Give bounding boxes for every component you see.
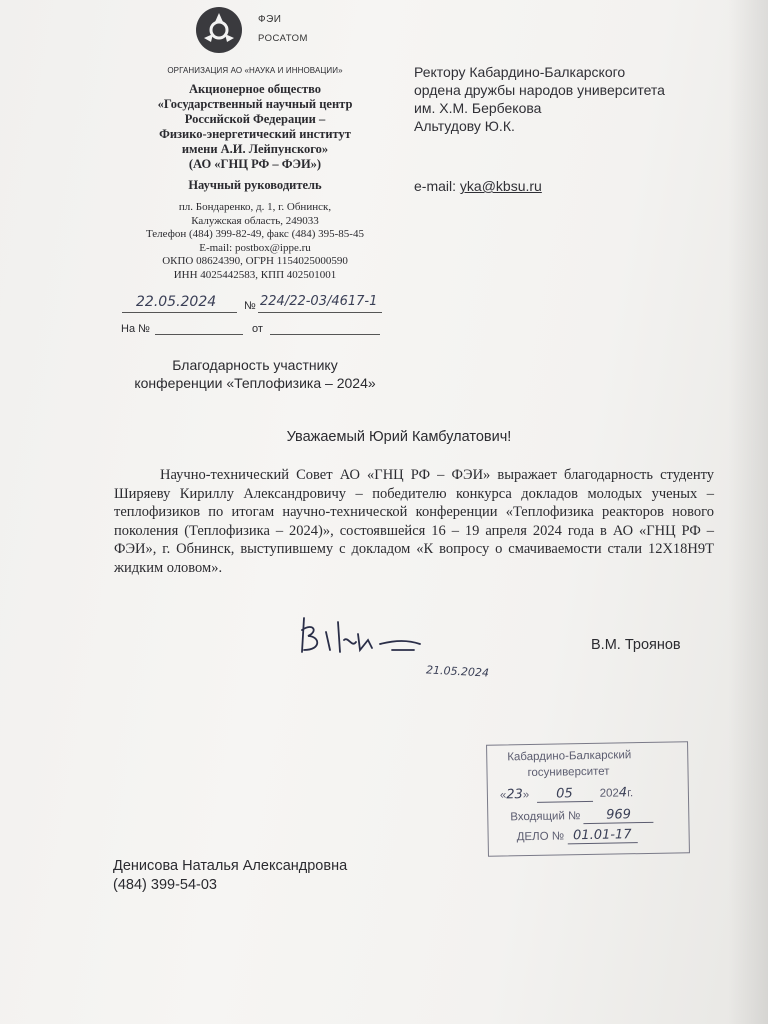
- recipient-line: им. Х.М. Бербекова: [414, 100, 542, 116]
- address-line: Телефон (484) 399-82-49, факс (484) 395-85-45: [146, 228, 364, 240]
- body-paragraph: Научно-технический Совет АО «ГНЦ РФ – ФЭИ» выражает благодарность студенту Ширяеву Кириллу Александровичу – победителю конкурса докладов молодых ученых – теплофизиков по итогам научно-технической конференции «Теплофизика реакторов нового поколения (Теплофизика – 2024)», состоявшейся 16 – 19 апреля 2024 года в АО «ГНЦ РФ – ФЭИ», г. Обнинск, выступившему с докладом «К вопросу о смачиваемости стали 12Х18Н9Т жидким оловом».: [114, 467, 714, 576]
- stamp-line: Кабардино-Балкарский: [507, 749, 632, 764]
- organization-name: [120, 82, 390, 172]
- org-line: «Государственный научный центр: [157, 97, 353, 111]
- reply-number-line: [155, 334, 243, 335]
- org-line: Российской Федерации –: [184, 112, 326, 126]
- contact-phone: (484) 399-54-03: [113, 877, 217, 893]
- page-shadow: [728, 0, 768, 1024]
- address-line: ИНН 4025442583, КПП 402501001: [173, 268, 337, 281]
- logo-text-rosatom: РОСАТОМ: [258, 33, 308, 44]
- stamp-incoming-row: [510, 807, 654, 825]
- stamp-date-row: «23» 05 2024г.: [499, 785, 634, 803]
- org-line: (АО «ГНЦ РФ – ФЭИ»): [188, 157, 322, 171]
- subject-line: конференции «Теплофизика – 2024»: [134, 375, 376, 391]
- number-label: №: [244, 300, 256, 312]
- stamp-case-number: 01.01-17: [572, 827, 632, 844]
- address-line: Калужская область, 249033: [191, 214, 319, 227]
- department-title: Научный руководитель: [188, 178, 322, 192]
- outgoing-number: 224/22-03/4617-1: [260, 294, 378, 309]
- recipient-line: ордена дружбы народов университета: [414, 82, 665, 98]
- address-line: пл. Бондаренко, д. 1, г. Обнинск,: [178, 201, 332, 213]
- stamp-incoming-number: 969: [606, 807, 632, 823]
- rosatom-logo-icon: [196, 7, 242, 53]
- outgoing-date: 22.05.2024: [136, 294, 217, 310]
- stamp-year-suffix: г.: [627, 787, 634, 800]
- logo-text-fei: ФЭИ: [258, 14, 282, 25]
- letter-greeting: Уважаемый Юрий Камбулатович!: [286, 429, 512, 445]
- stamp-year-printed: 202: [599, 787, 619, 800]
- letter-body: [114, 466, 714, 577]
- handwritten-signature: [296, 610, 436, 665]
- stamp-day: 23: [506, 787, 523, 803]
- stamp-case-label: ДЕЛО №: [516, 830, 565, 844]
- org-line: Акционерное общество: [188, 82, 322, 96]
- number-line: [258, 312, 382, 313]
- stamp-incoming-label: Входящий №: [510, 810, 581, 824]
- stamp-line: госуниверситет: [527, 765, 610, 780]
- recipient-line: Ректору Кабардино-Балкарского: [414, 64, 626, 80]
- from-label: от: [252, 323, 263, 335]
- incoming-registration-stamp: [486, 741, 690, 857]
- recipient-block: [414, 63, 665, 135]
- recipient-email-row: [414, 178, 542, 194]
- stamp-month: 05: [556, 786, 573, 802]
- stamp-case-row: [517, 827, 638, 845]
- email-link[interactable]: yka@kbsu.ru: [459, 178, 542, 194]
- contact-name: Денисова Наталья Александровна: [113, 858, 348, 874]
- date-line: [122, 312, 237, 313]
- organization-address: [120, 201, 390, 282]
- address-line: ОКПО 08624390, ОГРН 1154025000590: [162, 255, 348, 267]
- reply-date-line: [270, 334, 380, 335]
- reply-label: На №: [121, 323, 150, 335]
- org-line: имени А.И. Лейпунского»: [181, 142, 329, 156]
- subject-line: Благодарность участнику: [172, 357, 338, 373]
- recipient-line: Альтудову Ю.К.: [414, 118, 515, 134]
- email-label: e-mail:: [414, 178, 457, 194]
- signature-date: 21.05.2024: [425, 663, 490, 680]
- org-line: Физико-энергетический институт: [159, 127, 351, 141]
- contact-person: [113, 857, 347, 895]
- letter-subject: [120, 356, 390, 392]
- signer-name: В.М. Троянов: [591, 637, 681, 653]
- address-line: E-mail: postbox@ippe.ru: [199, 241, 311, 254]
- stamp-year-handwritten: 4: [618, 785, 628, 801]
- parent-organization: ОРГАНИЗАЦИЯ АО «НАУКА И ИННОВАЦИИ»: [167, 66, 343, 75]
